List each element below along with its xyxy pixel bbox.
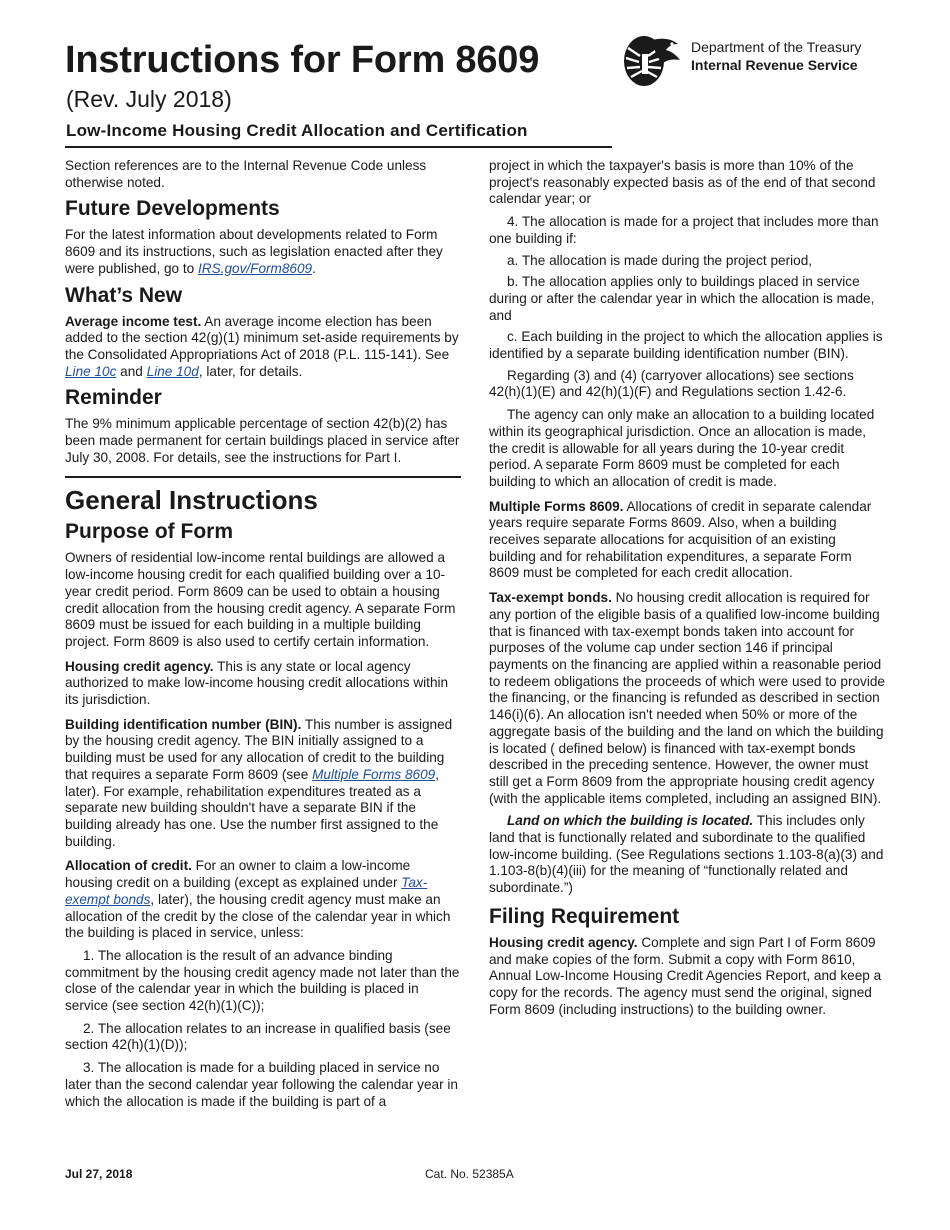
purpose-text: Owners of residential low-income rental buildings are allowed a low-income housing credit for each qualified building over a 10-year credit period. Form 8609 can be used to obtain a housing credit allocation from the housing credit agency. A separate Form 8609 must be issued for each building in a multiple building project. Form 8609 is also used to certify certain information. xyxy=(65,550,456,649)
multiple-forms-paragraph: Multiple Forms 8609. Allocations of credit in separate calendar years require separate Forms 8609. Also, when a building receives separate allocations for acquisition of an existing building and for rehabilitation expenditures, a separate Form 8609 must be completed for each credit allocation. xyxy=(489,498,872,581)
land-paragraph: Land on which the building is located. This includes only land that is functionally related and subordinate to the qualified low-income building. (See Regulations sections 1.103-8(a)(3) and 1.103-8(b)(4)(iii) for the meaning of “functionally related and subordinate.”) xyxy=(489,813,884,896)
list-item: 1. The allocation is the result of an advance binding commitment by the housing credit agency made not later than the close of the calendar year in which the building is placed in service (see section 42(h)(1)(C)); xyxy=(65,947,460,1014)
irs-form8609-link[interactable]: IRS.gov/Form8609 xyxy=(198,260,313,276)
reminder-text: The 9% minimum applicable percentage of section 42(b)(2) has been made permanent for certain buildings placed in service after July 30, 2008. For details, see the instructions for Part I. xyxy=(65,416,460,465)
general-instructions-heading: General Instructions xyxy=(65,485,318,516)
agency-block xyxy=(691,38,861,74)
list-item: 3. The allocation is made for a building placed in service no later than the second calendar year following the calendar year in which the allocation is made if the building is part of a xyxy=(65,1060,458,1109)
section-divider xyxy=(65,476,461,478)
line-10c-link[interactable]: Line 10c xyxy=(65,363,117,379)
future-developments-text: For the latest information about developments related to Form 8609 and its instructions, such as legislation enacted after they were published, go to IRS.gov/Form8609. xyxy=(65,227,443,276)
footer-catalog-number: Cat. No. 52385A xyxy=(425,1167,514,1181)
left-column xyxy=(65,158,461,1116)
whats-new-heading: What’s New xyxy=(65,283,183,307)
footer-date: Jul 27, 2018 xyxy=(65,1167,133,1181)
list-item: 4. The allocation is made for a project that includes more than one building if: xyxy=(489,214,879,246)
multiple-forms-link[interactable]: Multiple Forms 8609 xyxy=(312,766,436,782)
line-10d-link[interactable]: Line 10d xyxy=(146,363,199,379)
allocation-paragraph: Allocation of credit. For an owner to claim a low-income housing credit on a building (except as explained under Tax-exempt bonds, later), the housing credit agency must make an allocation of the credit by the close of the calendar year in which the building is placed in service, unless: xyxy=(65,858,451,941)
list-item: a. The allocation is made during the project period, xyxy=(507,252,813,268)
agency-irs: Internal Revenue Service xyxy=(691,57,858,73)
irs-eagle-logo-icon xyxy=(622,34,684,88)
form-subtitle: Low-Income Housing Credit Allocation and Certification xyxy=(66,121,528,140)
bin-paragraph: Building identification number (BIN). This number is assigned by the housing credit agency. The BIN initially assigned to a building must be used for any allocation of credit to the building that requires a separate Form 8609 (see Multiple Forms 8609, later). For example, rehabilitation expenditures treated as a separate new building shouldn't have a separate BIN if the building already has one. Use the number first assigned to the building. xyxy=(65,716,453,849)
tax-exempt-bonds-paragraph: Tax-exempt bonds. No housing credit allocation is required for any portion of the eligible basis of a qualified low-income building that is financed with tax-exempt bonds taken into account for purposes of the volume cap under section 146 if principal payments on the financing are applied within a reasonable period to redeem obligations the proceeds of which were used to provide the financing, or the financing is refunded as described in section 146(i)(6). An allocation isn't needed when 50% or more of the aggregate basis of the building and the land on which the building is located ( defined below) is financed with tax-exempt bonds described in the preceding sentence. However, the owner must still get a Form 8609 from the appropriate housing credit agency (with the applicable items completed, including an assigned BIN). xyxy=(489,590,885,806)
reminder-heading: Reminder xyxy=(65,386,162,410)
title-rule xyxy=(65,146,612,148)
future-developments-heading: Future Developments xyxy=(65,197,280,221)
filing-requirement-heading: Filing Requirement xyxy=(489,904,680,928)
list-item: c. Each building in the project to which the allocation applies is identified by a separate building identification number (BIN). xyxy=(489,329,883,362)
tax-exempt-bonds-link[interactable]: Tax-exempt bonds xyxy=(65,875,428,907)
list-item: 2. The allocation relates to an increase in qualified basis (see section 42(h)(1)(D)); xyxy=(65,1020,451,1053)
list-item: b. The allocation applies only to buildings placed in service during or after the calendar year in which the allocation is made, and xyxy=(489,274,875,323)
intro-text: Section references are to the Internal Revenue Code unless otherwise noted. xyxy=(65,158,427,190)
housing-credit-agency-paragraph: Housing credit agency. This is any state or local agency authorized to make low-income housing credit allocations within its jurisdiction. xyxy=(65,658,449,708)
purpose-heading: Purpose of Form xyxy=(65,520,234,544)
right-column xyxy=(489,158,885,1024)
regarding-paragraph: Regarding (3) and (4) (carryover allocations) see sections 42(h)(1)(E) and 42(h)(1)(F) and Regulations section 1.42-6. xyxy=(489,367,854,400)
list-item-continued: project in which the taxpayer's basis is more than 10% of the project's reasonably expected basis as of the end of that second calendar year; or xyxy=(489,158,876,207)
average-income-paragraph: Average income test. An average income election has been added to the section 42(g)(1) minimum set-aside requirements by the Consolidated Appropriations Act of 2018 (P.L. 115-141). See Line 10c and Line 10d, later, for details. xyxy=(65,313,459,379)
filing-agency-paragraph: Housing credit agency. Complete and sign Part I of Form 8609 and make copies of the form. Submit a copy with Form 8610, Annual Low-Income Housing Credit Agencies Report, and keep a copy for the records. The agency must send the original, signed Form 8609 (including instructions) to the building owner. xyxy=(489,934,882,1017)
revision-date: (Rev. July 2018) xyxy=(66,86,232,112)
agency-department: Department of the Treasury xyxy=(691,39,862,55)
page-title: Instructions for Form 8609 xyxy=(65,39,540,81)
agency-jurisdiction-paragraph: The agency can only make an allocation to a building located within its geographical jurisdiction. Once an allocation is made, the credit is allowable for all years during the 10-year credit period. A separate Form 8609 must be completed for each building to which an allocation of credit is made. xyxy=(489,407,875,489)
